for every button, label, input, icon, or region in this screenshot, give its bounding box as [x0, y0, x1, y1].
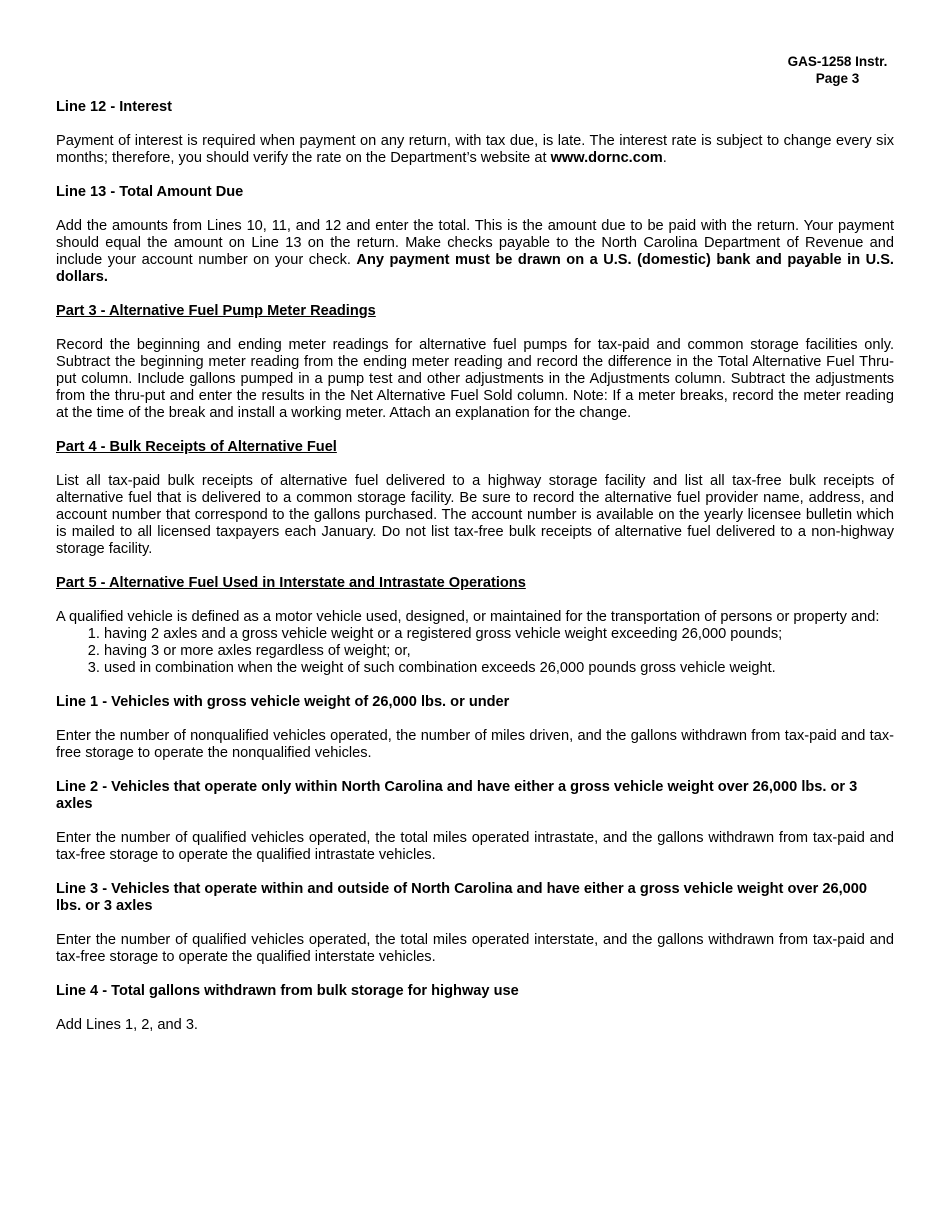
part3-heading: Part 3 - Alternative Fuel Pump Meter Readings [56, 303, 376, 319]
p5-line2-heading: Line 2 - Vehicles that operate only within North Carolina and have either a gross vehicle weight over 26,000 lbs. or 3 axles [56, 779, 858, 812]
website-link[interactable]: www.dornc.com [550, 150, 663, 166]
instructions-body [56, 99, 894, 1051]
qualified-vehicle-criteria [56, 626, 894, 677]
p5-line3-text: Enter the number of qualified vehicles operated, the total miles operated interstate, and the gallons withdrawn from tax-paid and tax-free storage to operate the qualified interstate vehicles. [56, 932, 894, 965]
line12-heading: Line 12 - Interest [56, 99, 172, 115]
payment-note: Any payment must be drawn on a U.S. (domestic) bank and payable in U.S. dollars. [56, 252, 894, 285]
p5-line4-text: Add Lines 1, 2, and 3. [56, 1017, 198, 1033]
line13-heading: Line 13 - Total Amount Due [56, 184, 244, 200]
part5-heading: Part 5 - Alternative Fuel Used in Interstate and Intrastate Operations [56, 575, 526, 591]
part3-text: Record the beginning and ending meter readings for alternative fuel pumps for tax-paid and common storage facilities only. Subtract the beginning meter reading from the ending meter reading and record the difference in the Total Alternative Fuel Thru-put column. Include gallons pumped in a pump test and other adjustments in the Adjustments column. Subtract the adjustments from the thru-put and enter the results in the Net Alternative Fuel Sold column. Note: If a meter breaks, record the meter reading at the time of the break and install a working meter. Attach an explanation for the change. [56, 337, 894, 421]
p5-line1-heading: Line 1 - Vehicles with gross vehicle weight of 26,000 lbs. or under [56, 694, 510, 710]
p5-line4-heading: Line 4 - Total gallons withdrawn from bulk storage for highway use [56, 983, 519, 999]
p5-line3-heading: Line 3 - Vehicles that operate within and outside of North Carolina and have either a gross vehicle weight over 26,000 lbs. or 3 axles [56, 881, 867, 914]
line13-text: Add the amounts from Lines 10, 11, and 12 and enter the total. This is the amount due to be paid with the return. Your payment should equal the amount on Line 13 on the return. Make checks payable to the North Carolina Department of Revenue and include your account number on your check. Any payment must be drawn on a U.S. (domestic) bank and payable in U.S. dollars. [56, 218, 894, 285]
list-item: 3. used in combination when the weight of such combination exceeds 26,000 pounds gross vehicle weight. [104, 660, 894, 677]
part4-heading: Part 4 - Bulk Receipts of Alternative Fuel [56, 439, 337, 455]
part4-text: List all tax-paid bulk receipts of alternative fuel delivered to a highway storage facility and list all tax-free bulk receipts of alternative fuel that is delivered to a common storage facility. Be sure to record the alternative fuel provider name, address, and account number that correspond to the gallons purchased. The account number is available on the yearly licensee bulletin which is mailed to all licensed taxpayers each January. Do not list tax-free bulk receipts of alternative fuel delivered to a non-highway storage facility. [56, 473, 894, 557]
p5-line2-text: Enter the number of qualified vehicles operated, the total miles operated intrastate, and the gallons withdrawn from tax-paid and tax-free storage to operate the qualified intrastate vehicles. [56, 830, 894, 863]
line12-text: Payment of interest is required when payment on any return, with tax due, is late. The interest rate is subject to change every six months; therefore, you should verify the rate on the Department’s website at www.dornc.com. [56, 133, 894, 166]
page-header [780, 53, 895, 87]
part5-intro: A qualified vehicle is defined as a motor vehicle used, designed, or maintained for the transportation of persons or property and: [56, 609, 880, 625]
list-item: 1. having 2 axles and a gross vehicle weight or a registered gross vehicle weight exceeding 26,000 pounds; [104, 626, 894, 643]
list-item: 2. having 3 or more axles regardless of weight; or, [104, 643, 894, 660]
p5-line1-text: Enter the number of nonqualified vehicles operated, the number of miles driven, and the gallons withdrawn from tax-paid and tax-free storage to operate the nonqualified vehicles. [56, 728, 894, 761]
page-number: Page 3 [815, 71, 860, 86]
form-id: GAS-1258 Instr. [787, 54, 888, 69]
